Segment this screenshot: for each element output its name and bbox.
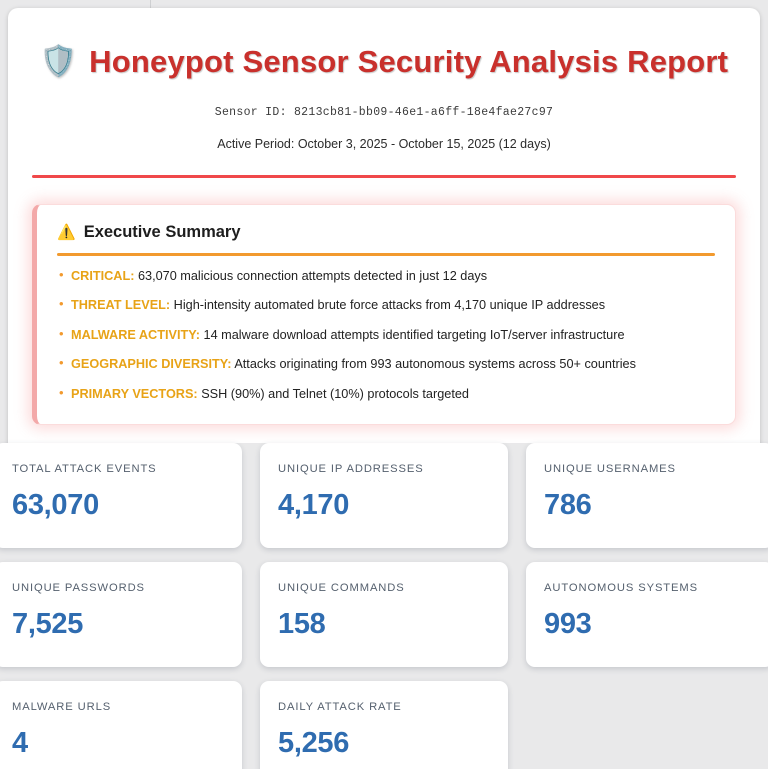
summary-bullet-lead: GEOGRAPHIC DIVERSITY: xyxy=(71,357,232,371)
metrics-grid xyxy=(0,443,768,769)
metric-card xyxy=(260,681,508,769)
metric-card-label: UNIQUE USERNAMES xyxy=(544,463,676,475)
summary-bullet-lead: THREAT LEVEL: xyxy=(71,298,171,312)
metric-card-label: MALWARE URLS xyxy=(12,701,112,713)
warning-icon: ⚠️ xyxy=(57,224,76,241)
executive-summary-heading-text: Executive Summary xyxy=(83,223,241,241)
metric-card-label: TOTAL ATTACK EVENTS xyxy=(12,463,157,475)
metric-card xyxy=(0,443,242,548)
summary-bullet-list xyxy=(57,268,715,403)
summary-bullet-lead: MALWARE ACTIVITY: xyxy=(71,327,200,342)
metric-card xyxy=(526,562,768,667)
active-period: Active Period: October 3, 2025 - October 15, 2025 (12 days) xyxy=(217,137,551,151)
metric-card-value: 4,170 xyxy=(278,489,350,521)
summary-bullet xyxy=(57,327,715,344)
metric-card-label: UNIQUE PASSWORDS xyxy=(12,582,145,594)
report-inner xyxy=(8,8,760,425)
metric-card-value: 993 xyxy=(544,608,592,640)
sensor-id: Sensor ID: 8213cb81-bb09-46e1-a6ff-18e4fae27c97 xyxy=(214,106,554,119)
summary-bullet-text: Attacks originating from 993 autonomous systems across 50+ countries xyxy=(231,357,636,371)
summary-bullet xyxy=(57,297,715,314)
metric-card xyxy=(260,443,508,548)
summary-bullet-text: 63,070 malicious connection attempts detected in just 12 days xyxy=(134,268,488,283)
metric-card-label: UNIQUE COMMANDS xyxy=(278,582,405,594)
report-page xyxy=(8,8,760,769)
executive-summary-heading xyxy=(57,223,715,242)
metric-card xyxy=(0,562,242,667)
summary-bullet-text: SSH (90%) and Telnet (10%) protocols targeted xyxy=(197,386,469,401)
metric-card-label: AUTONOMOUS SYSTEMS xyxy=(544,582,698,594)
metric-card-value: 7,525 xyxy=(12,608,84,640)
page-title xyxy=(32,44,736,80)
metric-card-value: 4 xyxy=(12,727,28,759)
metric-card-value: 786 xyxy=(544,489,592,521)
summary-bullet-lead: PRIMARY VECTORS: xyxy=(71,386,198,401)
summary-bullet xyxy=(57,356,715,373)
metric-card xyxy=(0,681,242,769)
page-title-text: Honeypot Sensor Security Analysis Report xyxy=(89,44,729,79)
executive-summary-panel xyxy=(32,204,736,425)
metrics-section xyxy=(0,443,768,769)
metric-card-value: 63,070 xyxy=(12,489,99,521)
metric-card-value: 5,256 xyxy=(278,727,350,759)
metric-card xyxy=(526,443,768,548)
shield-icon: 🛡️ xyxy=(39,45,78,78)
metric-card-value: 158 xyxy=(278,608,326,640)
summary-bullet-text: 14 malware download attempts identified targeting IoT/server infrastructure xyxy=(199,327,625,342)
summary-divider xyxy=(57,253,715,256)
summary-bullet xyxy=(57,386,715,403)
metric-card-label: DAILY ATTACK RATE xyxy=(278,701,402,713)
metric-card-label: UNIQUE IP ADDRESSES xyxy=(278,463,424,475)
metric-card xyxy=(260,562,508,667)
summary-bullet-text: High-intensity automated brute force attacks from 4,170 unique IP addresses xyxy=(170,298,606,312)
header-divider xyxy=(32,175,736,178)
summary-bullet xyxy=(57,268,715,285)
summary-bullet-lead: CRITICAL: xyxy=(71,268,135,283)
